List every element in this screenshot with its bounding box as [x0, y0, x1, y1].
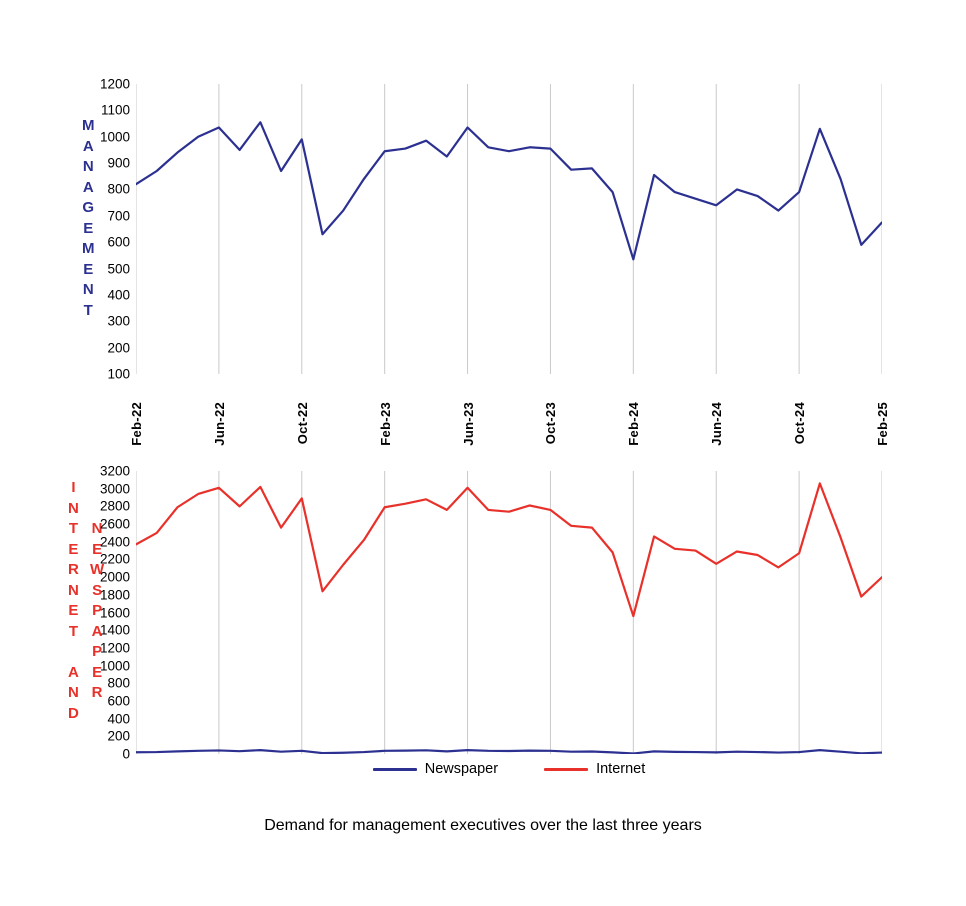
axis-title-letter: N: [68, 581, 79, 599]
axis-title-letter: T: [68, 520, 78, 537]
x-tick-label: Feb-22: [129, 402, 144, 446]
series-line-newspaper: [136, 122, 882, 259]
legend-label: Internet: [596, 761, 646, 777]
axis-title-letter: N: [82, 281, 94, 298]
axis-title-letter: S: [92, 581, 103, 599]
y-tick-label: 600: [107, 234, 130, 250]
y-tick-label: 400: [107, 711, 130, 727]
bottom-chart-plot: [136, 471, 882, 754]
y-tick-label: 1200: [99, 76, 130, 92]
legend-swatch-icon: [373, 768, 417, 771]
axis-title-letter: G: [82, 199, 95, 216]
y-tick-label: 600: [107, 693, 130, 709]
y-tick-label: 1800: [99, 587, 130, 603]
axis-title-letter: P: [92, 602, 103, 619]
series-line-internet: [136, 483, 882, 616]
legend-swatch-icon: [544, 768, 588, 771]
axis-title-letter: E: [68, 540, 79, 558]
axis-title-letter: E: [83, 260, 94, 278]
y-tick-label: 800: [107, 675, 130, 691]
axis-title-letter: P: [92, 643, 103, 660]
y-tick-label: 700: [107, 208, 130, 224]
axis-title-letter: E: [92, 663, 103, 681]
axis-title-letter: E: [68, 602, 79, 619]
axis-title-letter: I: [71, 479, 76, 496]
axis-title-letter: D: [68, 704, 79, 722]
y-tick-label: 1200: [99, 640, 130, 656]
bottom-chart-y-axis: [96, 463, 130, 762]
axis-title-letter: A: [82, 178, 94, 196]
x-tick-label: Oct-24: [792, 402, 808, 445]
axis-title-letter: T: [68, 622, 78, 640]
axis-title-letter: M: [82, 240, 95, 257]
x-tick-label: Feb-25: [875, 402, 890, 446]
axis-title-letter: R: [91, 684, 103, 701]
axis-title-letter: A: [82, 137, 94, 155]
x-tick-label: Jun-24: [709, 402, 725, 446]
y-tick-label: 400: [107, 287, 130, 303]
axis-title-letter: E: [83, 219, 94, 237]
y-tick-label: 1000: [99, 129, 130, 145]
y-tick-label: 100: [107, 366, 130, 382]
legend-item[interactable]: [373, 761, 498, 777]
x-tick-label: Jun-22: [211, 402, 227, 446]
axis-title-letter: A: [91, 622, 103, 640]
legend-label: Newspaper: [424, 761, 499, 777]
top-chart-y-axis: [99, 76, 130, 382]
axis-title-letter: W: [90, 561, 105, 578]
bottom-chart-axis-title-left: [68, 478, 79, 724]
x-tick-label: Oct-23: [543, 402, 559, 445]
y-tick-label: 300: [107, 313, 130, 329]
y-tick-label: 2600: [99, 516, 130, 532]
x-axis-labels: [129, 400, 890, 460]
axis-title-letter: T: [83, 301, 93, 319]
y-tick-label: 200: [107, 340, 130, 356]
y-tick-label: 900: [107, 155, 130, 171]
y-tick-label: 200: [107, 728, 130, 744]
axis-title-letter: N: [82, 158, 94, 175]
y-tick-label: 3200: [99, 463, 130, 479]
y-tick-label: 2000: [99, 569, 130, 585]
axis-title-letter: M: [82, 117, 95, 134]
x-tick-label: Feb-23: [377, 402, 393, 446]
y-tick-label: 2200: [99, 551, 130, 567]
chart-legend: [136, 756, 882, 782]
x-tick-label: Jun-23: [460, 402, 476, 446]
y-tick-label: 2800: [99, 498, 130, 514]
y-tick-label: 3000: [99, 481, 130, 497]
axis-title-letter: N: [68, 684, 79, 701]
axis-title-letter: [71, 642, 75, 663]
legend-item[interactable]: [544, 761, 645, 777]
bottom-chart-svg: [136, 471, 882, 754]
top-chart-axis-title: [82, 116, 95, 321]
chart-caption: Demand for management executives over the last three years: [264, 817, 702, 834]
y-tick-label: 2400: [99, 534, 130, 550]
y-tick-label: 1000: [99, 658, 130, 674]
y-tick-label: 1100: [100, 102, 130, 118]
series-line-newspaper: [136, 750, 882, 753]
y-tick-label: 800: [107, 181, 130, 197]
x-tick-label: Feb-24: [626, 402, 642, 446]
axis-title-letter: R: [68, 561, 79, 578]
y-tick-label: 1600: [99, 605, 130, 620]
axis-title-letter: N: [91, 520, 103, 537]
axis-title-letter: N: [68, 499, 79, 517]
y-tick-label: 1400: [99, 622, 130, 638]
axis-title-letter: E: [92, 540, 103, 558]
x-tick-label: Oct-22: [294, 402, 310, 445]
y-tick-label: 0: [122, 746, 130, 762]
axis-title-letter: A: [68, 663, 79, 681]
top-chart-plot: [136, 84, 882, 374]
y-tick-label: 500: [107, 261, 130, 277]
top-chart-svg: [136, 84, 882, 374]
